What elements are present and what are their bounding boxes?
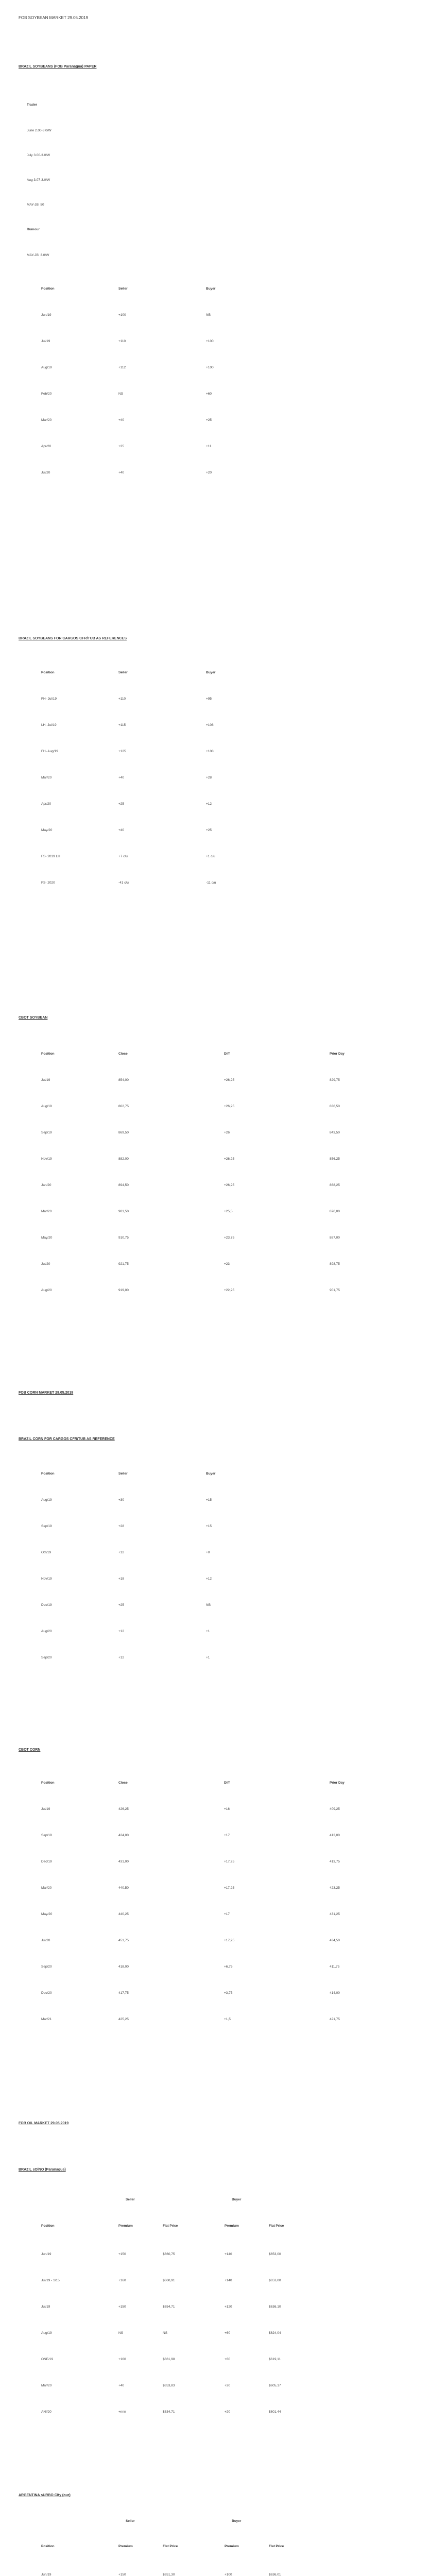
cell: +17 — [224, 1912, 230, 1916]
cell: NS — [118, 392, 124, 396]
table-row — [19, 2267, 413, 2294]
cell: -11 c/u — [206, 881, 216, 885]
argentina-oil-table — [19, 2531, 413, 2576]
cell: +150 — [118, 2252, 126, 2256]
table-row — [19, 1645, 413, 1671]
cell: $653,83 — [163, 2384, 175, 2387]
table-row — [19, 1796, 413, 1822]
cell: $660,75 — [163, 2252, 175, 2256]
cell: Jul/20 — [41, 1939, 50, 1942]
cell: +100 — [206, 340, 214, 343]
table-row — [19, 1566, 413, 1592]
cell: Jul/20 — [41, 471, 50, 474]
table-header-row — [19, 276, 413, 302]
cell: +110 — [118, 697, 126, 701]
cell: +25 — [206, 418, 212, 422]
cell: +12 — [206, 802, 212, 806]
cell: FH- Aug/19 — [41, 750, 58, 753]
cell: Jul/19 — [41, 340, 50, 343]
table-row — [19, 1849, 413, 1875]
column-header: Seller — [118, 1472, 128, 1476]
cell: Mar/21 — [41, 2018, 52, 2021]
table-row — [19, 1980, 413, 2006]
cell: Sep/19 — [41, 1834, 52, 1837]
cell: 919,00 — [118, 1289, 129, 1292]
trader-row: July 3.00-3.0/W — [27, 154, 50, 157]
cell: +25,5 — [224, 1210, 233, 1213]
cell: May/20 — [41, 1236, 53, 1240]
cell: +120 — [225, 2305, 232, 2309]
cell: +7 c/u — [118, 855, 128, 858]
cell: +95 — [206, 697, 212, 701]
trader-row: MAY-JBI 50 — [27, 203, 44, 207]
cell: Jul/19 — [41, 1078, 50, 1082]
table-row — [19, 712, 413, 738]
cell: NS — [118, 2331, 124, 2335]
column-header: Flat Price — [269, 2224, 284, 2228]
cell: +1 — [206, 1656, 210, 1659]
cell: NB — [206, 313, 211, 317]
column-header: Premium — [118, 2224, 133, 2228]
table-row — [19, 1513, 413, 1539]
cell: FS- 2019 LH — [41, 855, 60, 858]
cell: Mar/20 — [41, 418, 52, 422]
cell: 426,25 — [118, 1807, 129, 1811]
cell: +108 — [206, 750, 214, 753]
cell: 424,00 — [118, 1834, 129, 1837]
cell: 425,25 — [118, 2018, 129, 2021]
rumour-row: MAY-JBI 3.0/W — [27, 253, 49, 257]
column-header: Prior Day — [330, 1052, 345, 1056]
cell: +28 — [118, 1524, 125, 1528]
section-title-brazil-paper: BRAZIL SOYBEANS (FOB Paranagua) PAPER — [19, 65, 97, 69]
cell: Mar/20 — [41, 1210, 52, 1213]
table-row — [19, 870, 413, 896]
cell: 894,50 — [118, 1183, 129, 1187]
cell: +3,75 — [224, 1991, 233, 1995]
column-header: Position — [41, 1052, 55, 1056]
table-row — [19, 843, 413, 870]
table-row — [19, 328, 413, 354]
cell: +140 — [225, 2279, 232, 2282]
column-header: Position — [41, 1781, 55, 1785]
cell: +60 — [225, 2358, 231, 2361]
cell: Aug/19 — [41, 1105, 52, 1108]
cell: Aug/19 — [41, 366, 52, 369]
brazil-corn-table — [19, 1461, 413, 1671]
cell: +12 — [206, 1577, 212, 1581]
column-header: Premium — [225, 2544, 239, 2548]
trader-row: Aug 3.07-3.0/W — [27, 178, 50, 182]
column-header: Position — [41, 1472, 55, 1476]
cell: Aug/20 — [41, 1289, 52, 1292]
section-title-cbot-corn: CBOT CORN — [19, 1748, 41, 1752]
cell: 409,25 — [330, 1807, 340, 1811]
cell: 836,50 — [330, 1105, 340, 1108]
cell: Sep/19 — [41, 1524, 52, 1528]
cell: Apr/20 — [41, 802, 51, 806]
cell: 856,25 — [330, 1157, 340, 1161]
cell: +1 c/u — [206, 855, 215, 858]
cell: 862,75 — [118, 1105, 129, 1108]
cell: 414,00 — [330, 1991, 340, 1995]
cell: +20 — [206, 471, 212, 474]
cell: $605,17 — [269, 2384, 281, 2387]
cell: 854,00 — [118, 1078, 129, 1082]
table-row — [19, 407, 413, 433]
cell: +60 — [225, 2331, 231, 2335]
brazil-paper-table — [19, 276, 413, 486]
column-header: Seller — [118, 671, 128, 674]
table-row — [19, 302, 413, 328]
trader-label: Trader — [27, 103, 37, 107]
table-header-row — [19, 1041, 413, 1067]
cell: Aug/19 — [41, 2331, 52, 2335]
cell: Jun/19 — [41, 2252, 51, 2256]
group-buyer-label: Buyer — [232, 2519, 242, 2523]
cell: +17,25 — [224, 1886, 235, 1890]
cell: $636,01 — [269, 2573, 281, 2576]
trader-row: June 2.00-3.0/W — [27, 129, 51, 132]
column-header: Diff — [224, 1781, 230, 1785]
table-row — [19, 817, 413, 843]
cell: Aug/20 — [41, 1630, 52, 1633]
cell: +20 — [225, 2384, 231, 2387]
cell: +17 — [224, 1834, 230, 1837]
cell: +100 — [225, 2573, 232, 2576]
cell: Jan/20 — [41, 1183, 51, 1187]
table-row — [19, 738, 413, 765]
cell: +150 — [118, 2305, 126, 2309]
cell: +140 — [225, 2252, 232, 2256]
cbot-soybean-table — [19, 1041, 413, 1303]
cell: 413,75 — [330, 1860, 340, 1863]
cell: +150 — [118, 2573, 126, 2576]
cell: +12 — [118, 1551, 125, 1554]
cell: +23,75 — [224, 1236, 235, 1240]
cell: +25 — [118, 445, 125, 448]
column-header: Close — [118, 1052, 128, 1056]
cell: Sep/20 — [41, 1965, 52, 1969]
cell: $661,98 — [163, 2358, 175, 2361]
cell: Dec/20 — [41, 1991, 52, 1995]
cell: 901,50 — [118, 1210, 129, 1213]
table-row — [19, 1120, 413, 1146]
brazil-oil-table — [19, 2210, 413, 2425]
table-row — [19, 2562, 413, 2576]
cell: Oct/19 — [41, 1551, 51, 1554]
column-header: Buyer — [206, 287, 216, 291]
table-header-row — [19, 1770, 413, 1796]
table-row — [19, 1146, 413, 1172]
column-header: Buyer — [206, 1472, 216, 1476]
cell: +26 — [224, 1131, 230, 1134]
cell: +40 — [118, 828, 125, 832]
cell: 843,50 — [330, 1131, 340, 1134]
table-row — [19, 1198, 413, 1225]
cell: 411,75 — [330, 1965, 340, 1969]
column-header: Buyer — [206, 671, 216, 674]
cell: +26,25 — [224, 1183, 235, 1187]
cell: +100 — [118, 313, 126, 317]
cell: $636,10 — [269, 2305, 281, 2309]
table-row — [19, 1172, 413, 1198]
cell: 876,00 — [330, 1210, 340, 1213]
cell: +12 — [118, 1630, 125, 1633]
column-header: Position — [41, 2224, 55, 2228]
cell: 423,25 — [330, 1886, 340, 1890]
cell: +nnn — [118, 2410, 126, 2414]
cell: 418,00 — [118, 1965, 129, 1969]
cell: +6,75 — [224, 1965, 233, 1969]
section-title-brazil-corn: BRAZIL CORN FOR CARGOS CFR/TUB AS REFERENCE — [19, 1437, 115, 1441]
table-row — [19, 1093, 413, 1120]
column-header: Premium — [225, 2224, 239, 2228]
cell: 451,75 — [118, 1939, 129, 1942]
cell: 431,00 — [118, 1860, 129, 1863]
table-row — [19, 686, 413, 712]
cell: Dec/19 — [41, 1860, 52, 1863]
cell: +25 — [118, 802, 125, 806]
cell: 887,00 — [330, 1236, 340, 1240]
table-row — [19, 2294, 413, 2320]
table-row — [19, 460, 413, 486]
section-title-argentina-oil: ARGENTINA sURBO City (our) — [19, 2494, 71, 2497]
cell: 921,75 — [118, 1262, 129, 1266]
table-row — [19, 1822, 413, 1849]
cell: NS — [163, 2331, 168, 2335]
cell: Jul/19 — [41, 1807, 50, 1811]
group-buyer-label: Buyer — [232, 2198, 242, 2201]
cell: 829,75 — [330, 1078, 340, 1082]
cell: 901,75 — [330, 1289, 340, 1292]
table-row — [19, 354, 413, 381]
cell: Jul/19 - 1/15 — [41, 2279, 60, 2282]
cell: +20 — [225, 2410, 231, 2414]
cell: +108 — [206, 723, 214, 727]
table-header-row — [19, 659, 413, 686]
cell: 431,25 — [330, 1912, 340, 1916]
cell: 440,25 — [118, 1912, 129, 1916]
cell: $653,00 — [269, 2252, 281, 2256]
cell: Jul/19 — [41, 2305, 50, 2309]
cell: 412,00 — [330, 1834, 340, 1837]
table-row — [19, 2241, 413, 2267]
cell: 417,75 — [118, 1991, 129, 1995]
cell: Jul/20 — [41, 1262, 50, 1266]
column-header: Flat Price — [163, 2224, 178, 2228]
column-header: Premium — [118, 2544, 133, 2548]
cell: Jun/19 — [41, 2573, 51, 2576]
cell: +12 — [118, 1656, 125, 1659]
cell: Aug/19 — [41, 1498, 52, 1502]
section-title-brazil-oil: BRAZIL sOlNO (Paranagua) — [19, 2168, 66, 2172]
cell: NB — [206, 1603, 211, 1607]
cell: 882,00 — [118, 1157, 129, 1161]
table-row — [19, 1954, 413, 1980]
cell: Mar/20 — [41, 776, 52, 779]
table-row — [19, 2006, 413, 2032]
cell: +40 — [118, 471, 125, 474]
cell: +26,25 — [224, 1105, 235, 1108]
cell: +1 — [206, 1630, 210, 1633]
report-title: FOB SOYBEAN MARKET 29.05.2019 — [19, 15, 89, 20]
cell: 434,50 — [330, 1939, 340, 1942]
cell: +40 — [118, 418, 125, 422]
cell: ONE/19 — [41, 2358, 54, 2361]
cell: Mar/20 — [41, 2384, 52, 2387]
cbot-corn-table — [19, 1770, 413, 2032]
table-row — [19, 1067, 413, 1093]
cell: -41 c/u — [118, 881, 129, 885]
cell: +110 — [118, 340, 126, 343]
table-row — [19, 1277, 413, 1303]
cell: +15 — [206, 1498, 212, 1502]
cell: +16 — [224, 1807, 230, 1811]
cell: $619,11 — [269, 2358, 281, 2361]
cell: LH- Jul/19 — [41, 723, 57, 727]
cell: +112 — [118, 366, 126, 369]
cell: +160 — [118, 2358, 126, 2361]
cell: +15 — [206, 1524, 212, 1528]
table-row — [19, 1901, 413, 1927]
table-row — [19, 1618, 413, 1645]
cell: +18 — [118, 1577, 125, 1581]
cell: 910,75 — [118, 1236, 129, 1240]
table-row — [19, 1927, 413, 1954]
cell: +0 — [206, 1551, 210, 1554]
column-header: Flat Price — [163, 2544, 178, 2548]
rumour-label: Rumour — [27, 228, 40, 231]
cell: $651,30 — [163, 2573, 175, 2576]
cell: Dec/19 — [41, 1603, 52, 1607]
cell: +17,25 — [224, 1860, 235, 1863]
column-header: Flat Price — [269, 2544, 284, 2548]
table-row — [19, 1592, 413, 1618]
cell: $624,04 — [269, 2331, 281, 2335]
column-header: Position — [41, 671, 55, 674]
cell: +25 — [118, 1603, 125, 1607]
cell: FS- 2020 — [41, 881, 55, 885]
cell: $660,91 — [163, 2279, 175, 2282]
section-title-oil-market: FOB OIL MARKET 29.05.2019 — [19, 2122, 69, 2125]
cell: +30 — [118, 1498, 125, 1502]
cell: +26,25 — [224, 1157, 235, 1161]
table-row — [19, 433, 413, 460]
cell: Feb/20 — [41, 392, 52, 396]
section-title-brazil-cargo: BRAZIL SOYBEANS FOR CARGOS CFR/TUB AS REFERENCES — [19, 637, 127, 640]
cell: +100 — [206, 366, 214, 369]
cell: +115 — [118, 723, 126, 727]
cell: FH- Jul/19 — [41, 697, 57, 701]
cell: +25 — [206, 828, 212, 832]
table-row — [19, 1487, 413, 1513]
cell: +23 — [224, 1262, 230, 1266]
table-header-row — [19, 2531, 413, 2562]
cell: +60 — [206, 392, 212, 396]
cell: Nov/19 — [41, 1577, 52, 1581]
cell: $654,71 — [163, 2305, 175, 2309]
cell: May/20 — [41, 828, 53, 832]
column-header: Prior Day — [330, 1781, 345, 1785]
table-row — [19, 1225, 413, 1251]
cell: +28 — [206, 776, 212, 779]
cell: 869,50 — [118, 1131, 129, 1134]
cell: Apr/20 — [41, 445, 51, 448]
cell: $634,71 — [163, 2410, 175, 2414]
cell: May/20 — [41, 1912, 53, 1916]
group-seller-label: Seller — [126, 2519, 135, 2523]
section-title-cbot-soybean: CBOT SOYBEAN — [19, 1016, 48, 1020]
cell: $601,44 — [269, 2410, 281, 2414]
column-header: Seller — [118, 287, 128, 291]
cell: +11 — [206, 445, 212, 448]
cell: 868,25 — [330, 1183, 340, 1187]
table-row — [19, 2320, 413, 2346]
table-header-row — [19, 1461, 413, 1487]
column-header: Position — [41, 287, 55, 291]
table-row — [19, 1875, 413, 1901]
table-row — [19, 2372, 413, 2399]
cell: Jun/19 — [41, 313, 51, 317]
cell: ANI/20 — [41, 2410, 51, 2414]
section-title-corn-market: FOB CORN MARKET 29.05.2019 — [19, 1391, 74, 1395]
table-row — [19, 1539, 413, 1566]
table-row — [19, 765, 413, 791]
brazil-cargo-table — [19, 659, 413, 896]
column-header: Diff — [224, 1052, 230, 1056]
cell: 421,75 — [330, 2018, 340, 2021]
table-row — [19, 2399, 413, 2425]
cell: +160 — [118, 2279, 126, 2282]
cell: +1,5 — [224, 2018, 231, 2021]
table-row — [19, 381, 413, 407]
cell: 440,50 — [118, 1886, 129, 1890]
cell: 898,75 — [330, 1262, 340, 1266]
cell: +40 — [118, 2384, 125, 2387]
cell: Nov/19 — [41, 1157, 52, 1161]
cell: +40 — [118, 776, 125, 779]
table-row — [19, 2346, 413, 2372]
cell: $653,00 — [269, 2279, 281, 2282]
table-header-row — [19, 2210, 413, 2241]
cell: Sep/20 — [41, 1656, 52, 1659]
table-row — [19, 791, 413, 817]
cell: +26,25 — [224, 1078, 235, 1082]
cell: +125 — [118, 750, 126, 753]
cell: Mar/20 — [41, 1886, 52, 1890]
cell: +17,25 — [224, 1939, 235, 1942]
column-header: Close — [118, 1781, 128, 1785]
column-header: Position — [41, 2544, 55, 2548]
cell: +22,25 — [224, 1289, 235, 1292]
group-seller-label: Seller — [126, 2198, 135, 2201]
table-row — [19, 1251, 413, 1277]
cell: Sep/19 — [41, 1131, 52, 1134]
